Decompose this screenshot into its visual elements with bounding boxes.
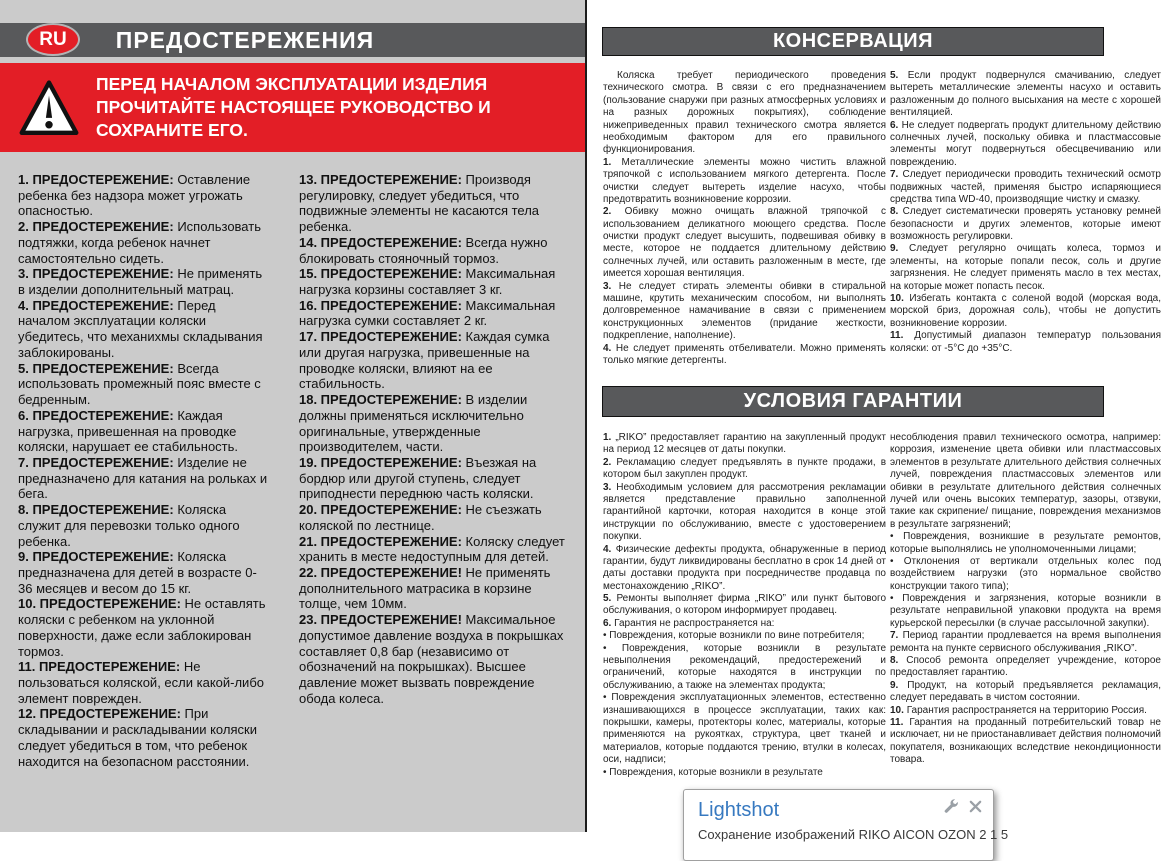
warning-text: Коляску следует хранить в месте недоступным для детей. xyxy=(299,533,565,565)
warning-text: Каждая нагрузка, привешенная на проводке коляски, нарушает ее стабильность. xyxy=(18,407,239,455)
warranty-item xyxy=(603,643,886,693)
warning-item xyxy=(299,329,571,392)
maintenance-item xyxy=(603,206,886,280)
warning-item xyxy=(18,706,270,769)
warning-item xyxy=(299,235,571,266)
warranty-item xyxy=(890,705,1161,717)
warning-number-label: 21. ПРЕДОСТЕРЕЖЕНИЕ: xyxy=(299,533,462,549)
item-number: 4. xyxy=(603,342,612,354)
item-number: 11. xyxy=(890,330,904,342)
maintenance-column-2 xyxy=(890,70,1161,355)
item-text: Если продукт подвернулся смачиванию, следует вытереть металлические элементы насухо и оставить разложенным до полного высыхания на месте с хорошей вентиляцией. xyxy=(890,70,1162,119)
warranty-item xyxy=(603,457,886,482)
item-text: Не следует применять отбеливатели. Можно применять только мягкие детергенты. xyxy=(603,342,886,366)
warning-item xyxy=(18,502,270,549)
maintenance-column-1 xyxy=(603,70,886,367)
item-text: Период гарантии продлевается на время выполнения ремонта на пункте сервисного обслуживания „RIKO”. xyxy=(890,630,1161,654)
warning-number-label: 13. ПРЕДОСТЕРЕЖЕНИЕ: xyxy=(299,172,462,187)
warning-item xyxy=(18,659,270,706)
warning-number-label: 22. ПРЕДОСТЕРЕЖЕНИЕ! xyxy=(299,564,462,580)
item-number: 1. xyxy=(603,156,612,168)
warning-item xyxy=(299,392,571,455)
warning-number-label: 8. ПРЕДОСТЕРЕЖЕНИЕ: xyxy=(18,502,174,518)
item-text: Способ ремонта определяет учреждение, которое предоставляет гарантию. xyxy=(890,655,1161,679)
item-number: 8. xyxy=(890,655,899,667)
item-text: Избегать контакта с соленой водой (морская вода, морской бриз, дорожная соль), чтобы не допустить возникновение коррозии. xyxy=(890,293,1161,329)
maintenance-item xyxy=(890,169,1161,206)
lightshot-status-text: Сохранение изображений RIKO AICON OZON 2 1 5 xyxy=(698,827,1009,842)
warning-item xyxy=(18,596,270,659)
item-text: • Повреждения, возникшие в результате ремонтов, которые выполнялись не уполномоченными лицами; xyxy=(890,531,1161,555)
item-number: 6. xyxy=(890,119,899,131)
item-text: Гарантия на проданный потребительский товар не исключает, ни не приостанавливает действия полномочий покупателя, возникающих вследствие некондиционности товара. xyxy=(890,716,1161,766)
item-text: Следует регулярно очищать колеса, тормоз и элементы, на которые попали песок, соль и другие загрязнения. Не следует применять масло в тех местах, на которые может попасть песок. xyxy=(890,243,1161,292)
warranty-item xyxy=(603,544,886,594)
maintenance-item xyxy=(890,243,1161,293)
warning-item xyxy=(18,172,270,219)
maintenance-title: КОНСЕРВАЦИЯ xyxy=(772,30,934,52)
item-number: 10. xyxy=(890,704,904,716)
warranty-item xyxy=(603,482,886,544)
warranty-item xyxy=(603,767,886,779)
warning-item xyxy=(299,266,571,297)
item-text: Гарантия распространяется на территорию Россия. xyxy=(906,704,1147,716)
item-number: 11. xyxy=(890,716,904,728)
warranty-title: УСЛОВИЯ ГАРАНТИИ xyxy=(743,390,963,412)
warning-number-label: 19. ПРЕДОСТЕРЕЖЕНИЕ: xyxy=(299,454,462,470)
item-text: Следует систематически проверять установку ремней безопасности и других элементов, которые имеют возможность регулировки. xyxy=(890,206,1162,243)
warning-text: Изделие не предназначено для катания на рольках и бега. xyxy=(18,454,268,502)
warning-text: Не съезжать коляской по лестнице. xyxy=(299,502,542,533)
warning-text: Производя регулировку, следует убедиться, что подвижные элементы не касаются тела ребенка. xyxy=(299,172,540,235)
lightshot-popup[interactable] xyxy=(683,789,1009,861)
maintenance-item xyxy=(890,206,1161,243)
warranty-item xyxy=(890,593,1161,630)
warnings-column-1 xyxy=(18,172,270,769)
warning-item xyxy=(18,408,270,455)
warranty-item xyxy=(603,630,886,642)
item-text: Металлические элементы можно чистить влажной тряпочкой с использованием мягкого детергента. После очистки следует вытереть изделие насухо, чтобы предотвратить возникновение коррозии. xyxy=(603,156,887,205)
warranty-item xyxy=(603,593,886,618)
item-text: Физические дефекты продукта, обнаруженные в период гарантии, будут ликвидированы бесплатно в срок 14 дней от даты доставки продукта при посредничестве продавца по местонахождению „RIKO”. xyxy=(603,543,886,592)
item-text: Следует периодически проводить технический осмотр подвижных частей, применяя быстро испаряющиеся средства типа WD-40, производящие чистку и смазку. xyxy=(890,169,1161,205)
warning-number-label: 9. ПРЕДОСТЕРЕЖЕНИЕ: xyxy=(18,549,174,565)
warning-text: Коляска предназначена для детей в возрасте 0-36 месяцев и весом до 15 кг. xyxy=(18,549,257,596)
item-text: • Повреждения, которые возникли в результате xyxy=(603,766,823,778)
warning-number-label: 3. ПРЕДОСТЕРЕЖЕНИЕ: xyxy=(18,266,174,282)
warning-text: Оставление ребенка без надзора может угрожать опасностью. xyxy=(18,172,251,219)
item-text: Ремонты выполняет фирма „RIKO” или пункт бытового обслуживания, о котором информирует продавец. xyxy=(603,593,887,617)
warning-item xyxy=(18,266,270,297)
maintenance-items-1 xyxy=(603,157,886,368)
item-text: Не следует стирать элементы обивки в стиральной машине, крутить механическим способом, ни выполнять долговременное намачивание в связи с применением конструкционных элементов (придание жесткости, подкрепление, наполнение). xyxy=(603,280,886,342)
warning-number-label: 14. ПРЕДОСТЕРЕЖЕНИЕ: xyxy=(299,234,462,250)
item-number: 3. xyxy=(603,280,612,292)
warranty-item xyxy=(890,531,1161,556)
item-number: 8. xyxy=(890,206,899,218)
warnings-columns xyxy=(18,172,574,769)
item-number: 10. xyxy=(890,293,904,305)
warning-text: Использовать подтяжки, когда ребенок начнет самостоятельно сидеть. xyxy=(18,219,261,266)
warning-item xyxy=(299,565,571,612)
warning-triangle-icon xyxy=(18,79,80,137)
warning-text: Коляска служит для перевозки только одного ребенка. xyxy=(18,502,240,549)
warning-text: Всегда нужно блокировать стояночный тормоз. xyxy=(299,234,548,266)
warning-text: Максимальное допустимое давление воздуха в покрышках составляет 0,8 бар (независимо от обозначений на покрышках). Высшее давление может вызвать повреждение обода колеса. xyxy=(299,612,564,706)
item-number: 9. xyxy=(890,679,899,691)
wrench-icon[interactable] xyxy=(944,799,959,814)
warranty-item xyxy=(890,717,1161,767)
warning-number-label: 2. ПРЕДОСТЕРЕЖЕНИЕ: xyxy=(18,219,174,235)
warning-item xyxy=(18,455,270,502)
read-manual-alert xyxy=(0,63,585,152)
maintenance-intro: Коляска требует периодического проведения технического смотра. В связи с его предназначением (пользование снаружи при разных атмосферных условиях и на разных дорожных покрытиях), соблюдение нижеприведенных правил технического смотра является необходимым фактором для его правильного функционирования. xyxy=(603,70,886,156)
warning-number-label: 18. ПРЕДОСТЕРЕЖЕНИЕ: xyxy=(299,392,462,408)
warning-item xyxy=(299,502,571,533)
warning-item xyxy=(299,298,571,329)
item-number: 7. xyxy=(890,630,899,642)
warning-item xyxy=(18,298,270,361)
warning-item xyxy=(18,549,270,596)
maintenance-item xyxy=(890,330,1161,355)
maintenance-item xyxy=(890,120,1161,170)
maintenance-item xyxy=(603,343,886,368)
warranty-column-2 xyxy=(890,432,1161,767)
warning-item xyxy=(299,455,571,502)
maintenance-header-bar xyxy=(602,27,1104,56)
item-text: Рекламацию следует предъявлять в пункте продажи, в котором был закуплен продукт. xyxy=(603,456,887,481)
warning-text: Всегда использовать промежный пояс вместе с бедренным. xyxy=(18,360,261,408)
language-badge: RU xyxy=(28,25,78,54)
warranty-item xyxy=(890,630,1161,655)
warranty-item xyxy=(890,680,1161,705)
warning-text: При складывании и раскладывании коляски следует убедиться в том, что ребенок находится на безопасном расстоянии. xyxy=(18,706,257,769)
warning-number-label: 23. ПРЕДОСТЕРЕЖЕНИЕ! xyxy=(299,612,462,628)
item-number: 6. xyxy=(603,617,612,629)
item-text: Не следует подвергать продукт длительному действию солнечных лучей, поскольку обивка и пластмассовые элементы могут подвернуться обесцвечиванию или повреждению. xyxy=(890,119,1162,168)
item-number: 3. xyxy=(603,481,612,493)
item-number: 5. xyxy=(603,593,612,605)
maintenance-item xyxy=(603,281,886,343)
maintenance-item xyxy=(603,157,886,207)
warning-text: Не применять в изделии дополнительный матрац. xyxy=(18,266,263,298)
lightshot-toolbar xyxy=(944,799,983,814)
lightshot-title: Lightshot xyxy=(698,799,780,821)
warranty-column-1 xyxy=(603,432,886,779)
maintenance-item xyxy=(890,70,1161,120)
item-text: несоблюдения правил технического осмотра, например: коррозия, изменение цвета обивки или пластмассовых элементов в результате длительного действия солнечных лучей, повреждения пластмассовых элементов или обивки в результате длительного действия солнечных лучей или очень высоких температур, зазоры, отзвуки, такие как скрипение/ пищание, повреждения механизмов в результате загрязнений; xyxy=(890,432,1161,530)
item-number: 7. xyxy=(890,169,899,181)
warning-number-label: 1. ПРЕДОСТЕРЕЖЕНИЕ: xyxy=(18,172,174,187)
warning-text: Въезжая на бордюр или другой ступень, следует приподнести переднюю часть коляски. xyxy=(299,454,537,502)
warranty-item xyxy=(890,655,1161,680)
warning-item xyxy=(299,172,571,235)
warning-number-label: 6. ПРЕДОСТЕРЕЖЕНИЕ: xyxy=(18,407,174,423)
warnings-header-bar xyxy=(0,23,585,57)
warning-text: Максимальная нагрузка корзины составляет 3 кг. xyxy=(299,266,556,298)
item-text: • Повреждения эксплуатационных элементов, естественно изнашивающихся в процессе эксплуатации, таких как: покрышки, камеры, протекторы колес, материалы, которые применяются на рукоятках, структура, цвет тканей и материалов, которые поддаются трению, втулки в колесах, оси, надписи; xyxy=(603,692,886,766)
warning-number-label: 12. ПРЕДОСТЕРЕЖЕНИЕ: xyxy=(18,706,181,722)
item-text: Продукт, на который предъявляется рекламация, следует передавать в чистом состоянии. xyxy=(890,679,1161,704)
warranty-item xyxy=(603,432,886,457)
item-number: 4. xyxy=(603,543,612,555)
item-text: • Отклонения от вертикали отдельных колес под воздействием нагрузки (это нормальное свойство конструкции такого типа); xyxy=(890,555,1161,592)
alert-text: ПЕРЕД НАЧАЛОМ ЭКСПЛУАТАЦИИ ИЗДЕЛИЯ ПРОЧИТАЙТЕ НАСТОЯЩЕЕ РУКОВОДСТВО И СОХРАНИТЕ ЕГО. xyxy=(96,74,491,140)
warnings-page xyxy=(0,0,585,832)
item-text: Необходимым условием для рассмотрения рекламации является представление правильно заполненной гарантийной карточки, которая находится в конце этой инструкции по обслуживанию, вместе с удостоверением покупки. xyxy=(603,481,886,543)
warning-text: Каждая сумка или другая нагрузка, привешенные на проводке коляски, влияют на ее стабильность. xyxy=(299,329,550,392)
warning-text: Перед началом эксплуатации коляски убедитесь, что механихмы складывания заблокированы. xyxy=(18,297,263,360)
warning-text: Максимальная нагрузка сумки составляет 2 кг. xyxy=(299,297,556,329)
warning-item xyxy=(299,534,571,565)
warning-text: Не пользоваться коляской, если какой-либо элемент поврежден. xyxy=(18,659,264,706)
warnings-column-2 xyxy=(299,172,571,769)
item-text: • Повреждения и загрязнения, которые возникли в результате неправильной упаковки продукта на время курьерской пересылки (в случае рассылочной закупки). xyxy=(890,593,1161,629)
warning-text: Не оставлять коляски с ребенком на уклонной поверхности, даже если заблокирован тормоз. xyxy=(18,596,266,659)
warning-number-label: 5. ПРЕДОСТЕРЕЖЕНИЕ: xyxy=(18,360,174,376)
item-number: 5. xyxy=(890,70,899,81)
warning-item xyxy=(18,361,270,408)
warning-item xyxy=(299,612,571,706)
warning-number-label: 15. ПРЕДОСТЕРЕЖЕНИЕ: xyxy=(299,266,462,282)
item-text: Гарантия не распространяется на: xyxy=(614,617,775,629)
warning-number-label: 17. ПРЕДОСТЕРЕЖЕНИЕ: xyxy=(299,329,462,345)
warning-number-label: 7. ПРЕДОСТЕРЕЖЕНИЕ: xyxy=(18,454,174,470)
item-number: 2. xyxy=(603,456,612,468)
warning-text: Не применять дополнительного матрасика в корзине толще, чем 10мм. xyxy=(299,564,551,612)
maintenance-item xyxy=(890,293,1161,330)
item-text: • Повреждения, которые возникли в результате невыполнения рекомендаций, предостережений и ограничений, которые находятся в инструкции по обслуживанию, а также на элементах продукта; xyxy=(603,642,886,691)
close-icon[interactable] xyxy=(968,799,983,814)
warning-number-label: 10. ПРЕДОСТЕРЕЖЕНИЕ: xyxy=(18,596,181,612)
item-text: Допустимый диапазон температур пользования коляски: от -5°С до +35°С. xyxy=(890,330,1161,354)
warranty-item xyxy=(890,432,1161,531)
warranty-item xyxy=(603,692,886,766)
item-text: „RIKO” предоставляет гарантию на закупленный продукт на период 12 месяцев от даты покупки. xyxy=(603,432,886,456)
item-text: Обивку можно очищать влажной тряпочкой с использованием деликатного моющего средства. После очистки продукт следует высушить, подвешивая обивку в месте, которое не поддается длительному действию солнечных лучей, или оставить разложенным в месте, где имеется хорошая вентиляция. xyxy=(603,206,886,280)
item-number: 1. xyxy=(603,432,612,443)
maintenance-warranty-page xyxy=(587,0,1173,832)
warranty-item xyxy=(603,618,886,630)
item-number: 9. xyxy=(890,243,899,255)
warning-number-label: 11. ПРЕДОСТЕРЕЖЕНИЕ: xyxy=(18,659,181,675)
warning-number-label: 20. ПРЕДОСТЕРЕЖЕНИЕ: xyxy=(299,502,462,518)
warranty-header-bar xyxy=(602,386,1104,417)
warning-number-label: 16. ПРЕДОСТЕРЕЖЕНИЕ: xyxy=(299,297,462,313)
warranty-item xyxy=(890,556,1161,593)
item-number: 2. xyxy=(603,206,612,218)
warning-number-label: 4. ПРЕДОСТЕРЕЖЕНИЕ: xyxy=(18,297,174,313)
warning-item xyxy=(18,219,270,266)
page-title: ПРЕДОСТЕРЕЖЕНИЯ xyxy=(115,26,375,53)
warning-text: В изделии должны применяться исключительно оригинальные, утвержденные производителем, части. xyxy=(299,392,528,455)
item-text: • Повреждения, которые возникли по вине потребителя; xyxy=(603,630,865,642)
